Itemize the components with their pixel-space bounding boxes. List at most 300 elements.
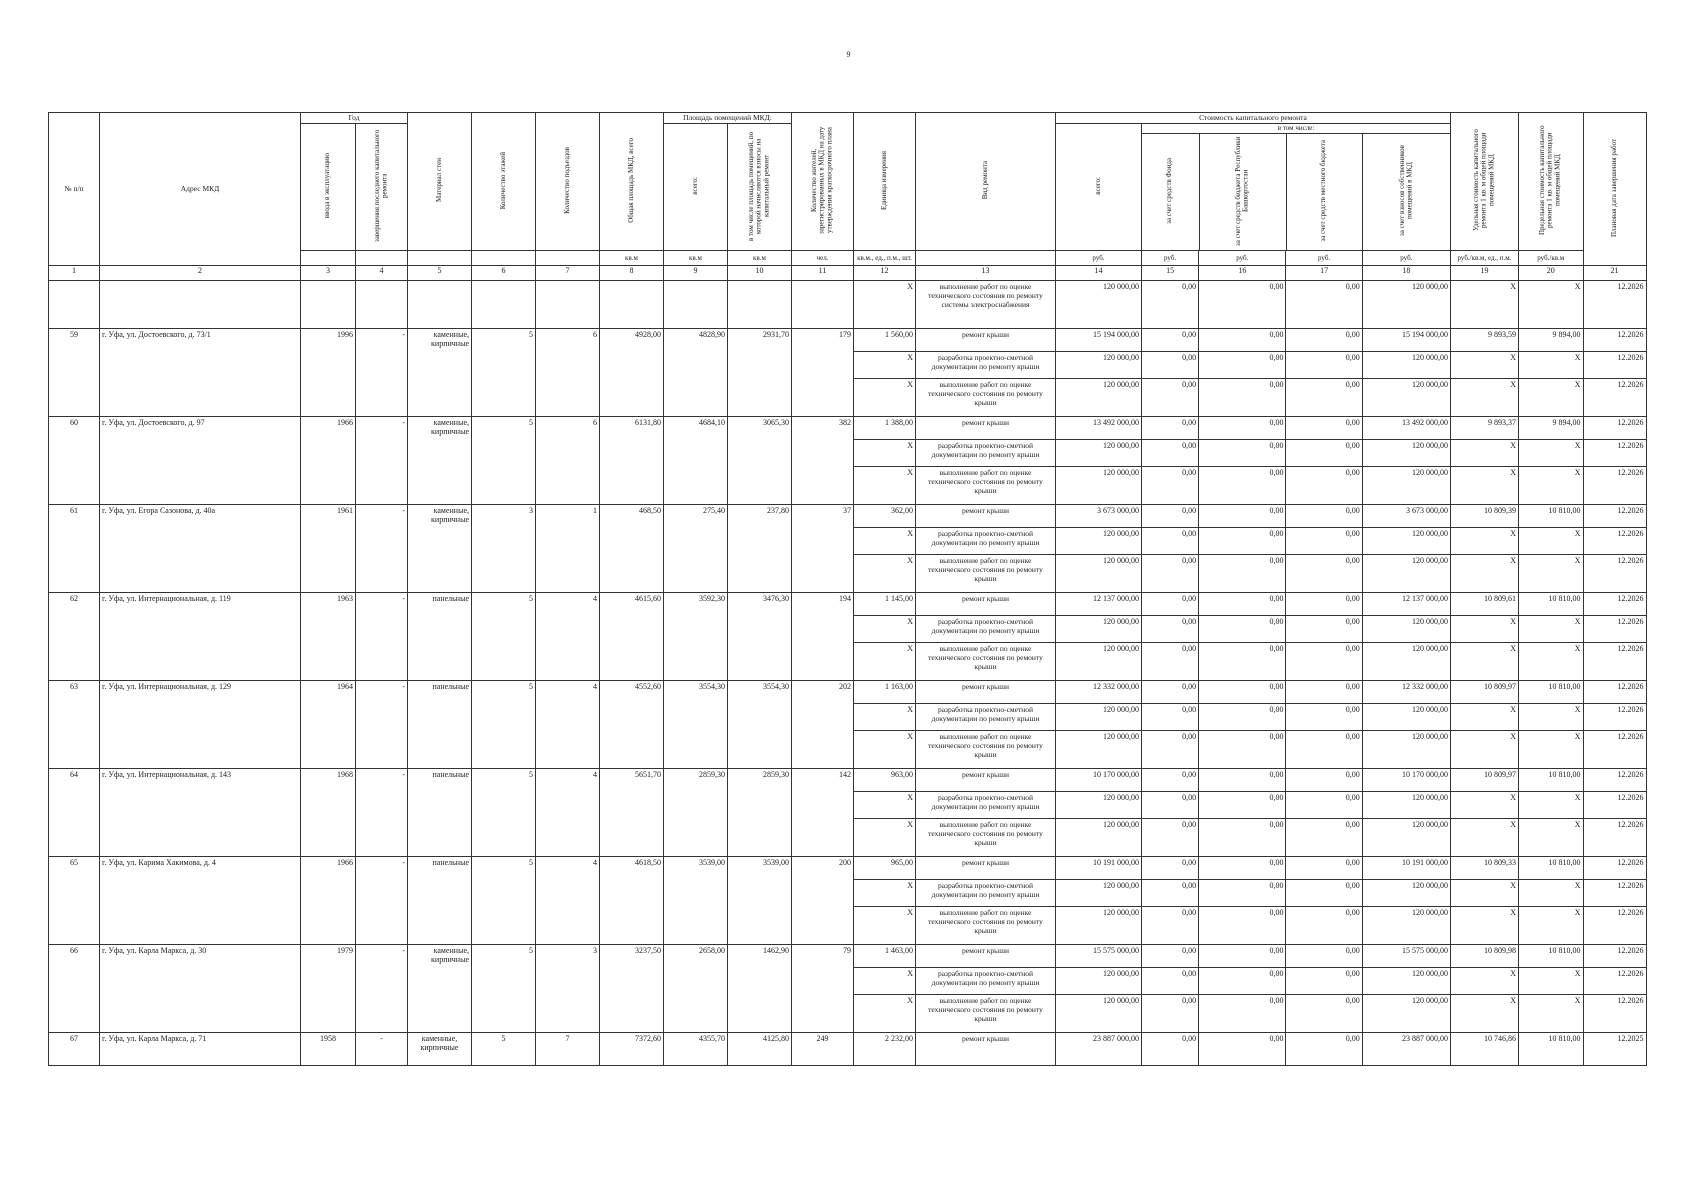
header-owners: за счет взносов собственников помещений в МКД <box>1397 145 1414 237</box>
end-date: 12.2026 <box>1583 555 1646 593</box>
total-area: 468,50 <box>600 505 664 593</box>
entrances: 7 <box>536 1033 600 1066</box>
cost-owners: 120 000,00 <box>1362 440 1450 467</box>
repair-type: ремонт крыши <box>916 945 1056 968</box>
end-date: 12.2026 <box>1583 281 1646 329</box>
floors: 5 <box>472 857 536 945</box>
cost-rb-budget: 0,00 <box>1199 417 1286 440</box>
unit-cell: кв.м <box>728 251 792 266</box>
header-group-incl: в том числе: <box>1142 124 1450 134</box>
column-number-cell: 16 <box>1199 266 1286 281</box>
specific-cost: X <box>1451 555 1519 593</box>
residents: 37 <box>792 505 854 593</box>
floors: 5 <box>472 417 536 505</box>
end-date: 12.2026 <box>1583 643 1646 681</box>
max-cost: X <box>1519 643 1584 681</box>
column-number-cell: 2 <box>100 266 301 281</box>
year-last-repair: - <box>356 417 408 505</box>
total-area: 4552,60 <box>600 681 664 769</box>
residents: 202 <box>792 681 854 769</box>
repair-type: ремонт крыши <box>916 857 1056 880</box>
repair-type: разработка проектно-сметной документации по ремонту крыши <box>916 440 1056 467</box>
house-number: 64 <box>49 769 100 857</box>
area-all: 3539,00 <box>664 857 728 945</box>
cost-total: 120 000,00 <box>1056 704 1142 731</box>
unit-cell <box>356 251 408 266</box>
unit-cell <box>472 251 536 266</box>
column-number-cell: 17 <box>1286 266 1362 281</box>
house-row <box>49 593 1647 616</box>
end-date: 12.2026 <box>1583 819 1646 857</box>
cost-rb-budget: 0,00 <box>1199 505 1286 528</box>
cost-fund: 0,00 <box>1142 857 1199 880</box>
x-mark: X <box>854 352 916 379</box>
cost-total: 13 492 000,00 <box>1056 417 1142 440</box>
max-cost: X <box>1519 440 1584 467</box>
year-commission: 1964 <box>301 681 356 769</box>
end-date: 12.2026 <box>1583 968 1646 995</box>
cost-owners: 10 191 000,00 <box>1362 857 1450 880</box>
empty-cell <box>100 281 301 329</box>
specific-cost: X <box>1451 643 1519 681</box>
year-last-repair: - <box>356 329 408 417</box>
cost-local-budget: 0,00 <box>1286 731 1362 769</box>
specific-cost: X <box>1451 379 1519 417</box>
cost-total: 120 000,00 <box>1056 616 1142 643</box>
unit-cell <box>408 251 472 266</box>
cost-fund: 0,00 <box>1142 352 1199 379</box>
x-mark: X <box>854 704 916 731</box>
year-commission: 1966 <box>301 417 356 505</box>
house-number: 62 <box>49 593 100 681</box>
cost-rb-budget: 0,00 <box>1199 467 1286 505</box>
cost-total: 120 000,00 <box>1056 995 1142 1033</box>
entrances: 3 <box>536 945 600 1033</box>
header-floors: Количество этажей <box>498 151 507 209</box>
residents: 200 <box>792 857 854 945</box>
cost-rb-budget: 0,00 <box>1199 528 1286 555</box>
header-repair-type: Вид ремонта <box>980 161 989 200</box>
header-wall-material: Материал стен <box>434 158 443 203</box>
cost-local-budget: 0,00 <box>1286 769 1362 792</box>
specific-cost: X <box>1451 907 1519 945</box>
repair-type: выполнение работ по оценке технического состояния по ремонту крыши <box>916 555 1056 593</box>
cost-rb-budget: 0,00 <box>1199 379 1286 417</box>
end-date: 12.2026 <box>1583 593 1646 616</box>
max-cost: X <box>1519 616 1584 643</box>
cost-local-budget: 0,00 <box>1286 857 1362 880</box>
specific-cost: X <box>1451 731 1519 769</box>
house-address: г. Уфа, ул. Достоевского, д. 97 <box>100 417 301 505</box>
x-mark: X <box>854 467 916 505</box>
end-date: 12.2026 <box>1583 417 1646 440</box>
repair-type: разработка проектно-сметной документации по ремонту крыши <box>916 880 1056 907</box>
column-number-cell: 3 <box>301 266 356 281</box>
cost-local-budget: 0,00 <box>1286 555 1362 593</box>
cost-local-budget: 0,00 <box>1286 417 1362 440</box>
x-mark: X <box>854 528 916 555</box>
wall-material: каменные, кирпичные <box>408 1033 472 1066</box>
house-number: 66 <box>49 945 100 1033</box>
header-max-cost: Предельная стоимость капитального ремонта 1 кв. м общей площади помещений МКД <box>1538 125 1562 236</box>
area-included: 3539,00 <box>728 857 792 945</box>
max-cost: 10 810,00 <box>1519 769 1584 792</box>
cost-total: 120 000,00 <box>1056 968 1142 995</box>
x-mark: X <box>854 792 916 819</box>
header-entrances: Количество подъездов <box>562 146 571 214</box>
cost-owners: 120 000,00 <box>1362 467 1450 505</box>
cost-rb-budget: 0,00 <box>1199 593 1286 616</box>
max-cost: 10 810,00 <box>1519 857 1584 880</box>
max-cost: 9 894,00 <box>1519 417 1584 440</box>
total-area: 7372,60 <box>600 1033 664 1066</box>
end-date: 12.2026 <box>1583 731 1646 769</box>
cost-owners: 12 332 000,00 <box>1362 681 1450 704</box>
cost-rb-budget: 0,00 <box>1199 769 1286 792</box>
residents: 179 <box>792 329 854 417</box>
year-commission: 1968 <box>301 769 356 857</box>
house-number: 59 <box>49 329 100 417</box>
repair-type: выполнение работ по оценке технического состояния по ремонту крыши <box>916 907 1056 945</box>
cost-total: 120 000,00 <box>1056 281 1142 329</box>
year-commission: 1979 <box>301 945 356 1033</box>
cost-total: 120 000,00 <box>1056 907 1142 945</box>
house-row <box>49 417 1647 440</box>
cost-fund: 0,00 <box>1142 731 1199 769</box>
max-cost: X <box>1519 555 1584 593</box>
cost-rb-budget: 0,00 <box>1199 555 1286 593</box>
specific-cost: 10 809,39 <box>1451 505 1519 528</box>
x-mark: X <box>854 555 916 593</box>
repair-type: разработка проектно-сметной документации по ремонту крыши <box>916 616 1056 643</box>
header-unit: Единица измерения <box>879 150 888 210</box>
cost-local-budget: 0,00 <box>1286 329 1362 352</box>
cost-total: 120 000,00 <box>1056 731 1142 769</box>
repair-type: ремонт крыши <box>916 593 1056 616</box>
column-number-cell: 13 <box>916 266 1056 281</box>
end-date: 12.2026 <box>1583 467 1646 505</box>
header-end-date: Плановая дата завершения работ <box>1609 138 1618 237</box>
cost-rb-budget: 0,00 <box>1199 819 1286 857</box>
specific-cost: 9 893,59 <box>1451 329 1519 352</box>
repair-type: выполнение работ по оценке технического состояния по ремонту системы электроснабжения <box>916 281 1056 329</box>
column-numbers-row <box>49 266 1647 281</box>
register-body <box>49 113 1647 1066</box>
house-address: г. Уфа, ул. Егора Сазонова, д. 40а <box>100 505 301 593</box>
cost-fund: 0,00 <box>1142 945 1199 968</box>
specific-cost: X <box>1451 880 1519 907</box>
cost-total: 23 887 000,00 <box>1056 1033 1142 1066</box>
cost-local-budget: 0,00 <box>1286 968 1362 995</box>
year-commission: 1963 <box>301 593 356 681</box>
wall-material: каменные, кирпичные <box>408 945 472 1033</box>
header-fund: за счет средств Фонда <box>1165 158 1174 224</box>
quantity: 1 163,00 <box>854 681 916 704</box>
cost-fund: 0,00 <box>1142 379 1199 417</box>
residents: 79 <box>792 945 854 1033</box>
specific-cost: 10 809,98 <box>1451 945 1519 968</box>
end-date: 12.2026 <box>1583 880 1646 907</box>
cost-owners: 10 170 000,00 <box>1362 769 1450 792</box>
house-row <box>49 769 1647 792</box>
empty-cell <box>664 281 728 329</box>
column-number-cell: 6 <box>472 266 536 281</box>
capital-repair-register <box>48 112 1647 1066</box>
column-number-cell: 7 <box>536 266 600 281</box>
cost-total: 12 332 000,00 <box>1056 681 1142 704</box>
cost-owners: 120 000,00 <box>1362 731 1450 769</box>
column-number-cell: 21 <box>1583 266 1646 281</box>
entrances: 4 <box>536 769 600 857</box>
repair-type: ремонт крыши <box>916 505 1056 528</box>
cost-total: 120 000,00 <box>1056 643 1142 681</box>
house-row <box>49 329 1647 352</box>
x-mark: X <box>854 440 916 467</box>
year-last-repair: - <box>356 505 408 593</box>
repair-type: выполнение работ по оценке технического состояния по ремонту крыши <box>916 995 1056 1033</box>
unit-cell <box>916 251 1056 266</box>
floors: 5 <box>472 1033 536 1066</box>
unit-cell: кв.м <box>600 251 664 266</box>
unit-cell: руб. <box>1286 251 1362 266</box>
cost-fund: 0,00 <box>1142 880 1199 907</box>
end-date: 12.2026 <box>1583 704 1646 731</box>
cost-owners: 120 000,00 <box>1362 379 1450 417</box>
column-number-cell: 1 <box>49 266 100 281</box>
empty-cell <box>792 281 854 329</box>
cost-total: 10 170 000,00 <box>1056 769 1142 792</box>
unit-cell: руб./кв.м, ед., п.м. <box>1451 251 1519 266</box>
x-mark: X <box>854 379 916 417</box>
repair-type: разработка проектно-сметной документации по ремонту крыши <box>916 704 1056 731</box>
cost-fund: 0,00 <box>1142 440 1199 467</box>
repair-type: выполнение работ по оценке технического состояния по ремонту крыши <box>916 731 1056 769</box>
house-number: 60 <box>49 417 100 505</box>
specific-cost: X <box>1451 352 1519 379</box>
cost-fund: 0,00 <box>1142 769 1199 792</box>
x-mark: X <box>854 907 916 945</box>
header-group-cost: Стоимость капитального ремонта <box>1056 113 1451 124</box>
house-address: г. Уфа, ул. Карла Маркса, д. 30 <box>100 945 301 1033</box>
cost-total: 120 000,00 <box>1056 440 1142 467</box>
area-all: 3554,30 <box>664 681 728 769</box>
house-row <box>49 681 1647 704</box>
end-date: 12.2026 <box>1583 907 1646 945</box>
specific-cost: 10 809,97 <box>1451 769 1519 792</box>
specific-cost: X <box>1451 467 1519 505</box>
column-number-cell: 18 <box>1362 266 1450 281</box>
header-local-budget: за счет средств местного бюджета <box>1319 140 1328 242</box>
cost-rb-budget: 0,00 <box>1199 329 1286 352</box>
repair-type: ремонт крыши <box>916 681 1056 704</box>
cost-owners: 120 000,00 <box>1362 704 1450 731</box>
entrances: 6 <box>536 417 600 505</box>
end-date: 12.2026 <box>1583 528 1646 555</box>
max-cost: X <box>1519 907 1584 945</box>
house-row <box>49 505 1647 528</box>
cost-local-budget: 0,00 <box>1286 681 1362 704</box>
repair-type: выполнение работ по оценке технического состояния по ремонту крыши <box>916 379 1056 417</box>
column-number-cell: 8 <box>600 266 664 281</box>
empty-cell <box>408 281 472 329</box>
house-address: г. Уфа, ул. Интернациональная, д. 129 <box>100 681 301 769</box>
area-included: 3554,30 <box>728 681 792 769</box>
max-cost: 10 810,00 <box>1519 681 1584 704</box>
floors: 5 <box>472 593 536 681</box>
total-area: 6131,80 <box>600 417 664 505</box>
residents: 142 <box>792 769 854 857</box>
cost-fund: 0,00 <box>1142 281 1199 329</box>
cost-rb-budget: 0,00 <box>1199 1033 1286 1066</box>
repair-type: ремонт крыши <box>916 1033 1056 1066</box>
cost-owners: 12 137 000,00 <box>1362 593 1450 616</box>
repair-type: разработка проектно-сметной документации по ремонту крыши <box>916 528 1056 555</box>
house-address: г. Уфа, ул. Интернациональная, д. 119 <box>100 593 301 681</box>
area-included: 2931,70 <box>728 329 792 417</box>
cost-owners: 120 000,00 <box>1362 907 1450 945</box>
x-mark: X <box>854 643 916 681</box>
cost-fund: 0,00 <box>1142 819 1199 857</box>
header-group-year: Год <box>301 113 408 124</box>
header-year-commission: ввода в эксплуатацию <box>323 153 332 219</box>
cost-local-budget: 0,00 <box>1286 819 1362 857</box>
area-all: 2859,30 <box>664 769 728 857</box>
wall-material: панельные <box>408 857 472 945</box>
cost-fund: 0,00 <box>1142 505 1199 528</box>
year-last-repair: - <box>356 857 408 945</box>
cost-rb-budget: 0,00 <box>1199 281 1286 329</box>
specific-cost: 10 809,61 <box>1451 593 1519 616</box>
specific-cost: X <box>1451 819 1519 857</box>
continuation-row <box>49 281 1647 329</box>
entrances: 4 <box>536 593 600 681</box>
wall-material: панельные <box>408 681 472 769</box>
entrances: 1 <box>536 505 600 593</box>
repair-type: разработка проектно-сметной документации по ремонту крыши <box>916 968 1056 995</box>
max-cost: X <box>1519 379 1584 417</box>
cost-total: 15 194 000,00 <box>1056 329 1142 352</box>
end-date: 12.2026 <box>1583 440 1646 467</box>
residents: 249 <box>792 1033 854 1066</box>
cost-total: 3 673 000,00 <box>1056 505 1142 528</box>
wall-material: каменные, кирпичные <box>408 417 472 505</box>
area-included: 3065,30 <box>728 417 792 505</box>
specific-cost: 10 746,86 <box>1451 1033 1519 1066</box>
year-commission: 1961 <box>301 505 356 593</box>
repair-type: разработка проектно-сметной документации по ремонту крыши <box>916 792 1056 819</box>
specific-cost: X <box>1451 440 1519 467</box>
cost-fund: 0,00 <box>1142 907 1199 945</box>
quantity: 1 145,00 <box>854 593 916 616</box>
header-address: Адрес МКД <box>180 183 220 193</box>
column-number-cell: 9 <box>664 266 728 281</box>
quantity: 2 232,00 <box>854 1033 916 1066</box>
area-all: 4684,10 <box>664 417 728 505</box>
empty-cell <box>356 281 408 329</box>
cost-local-budget: 0,00 <box>1286 945 1362 968</box>
max-cost: 10 810,00 <box>1519 505 1584 528</box>
cost-fund: 0,00 <box>1142 681 1199 704</box>
repair-type: выполнение работ по оценке технического состояния по ремонту крыши <box>916 467 1056 505</box>
max-cost: 10 810,00 <box>1519 593 1584 616</box>
cost-local-budget: 0,00 <box>1286 1033 1362 1066</box>
end-date: 12.2026 <box>1583 352 1646 379</box>
unit-cell: руб. <box>1362 251 1450 266</box>
cost-fund: 0,00 <box>1142 995 1199 1033</box>
end-date: 12.2026 <box>1583 769 1646 792</box>
x-mark: X <box>854 995 916 1033</box>
repair-type: выполнение работ по оценке технического состояния по ремонту крыши <box>916 819 1056 857</box>
cost-rb-budget: 0,00 <box>1199 907 1286 945</box>
header-no: № п/п <box>64 183 84 193</box>
end-date: 12.2026 <box>1583 505 1646 528</box>
cost-fund: 0,00 <box>1142 593 1199 616</box>
column-number-cell: 20 <box>1519 266 1584 281</box>
cost-local-budget: 0,00 <box>1286 379 1362 417</box>
max-cost: X <box>1519 880 1584 907</box>
specific-cost: 10 809,33 <box>1451 857 1519 880</box>
year-last-repair: - <box>356 945 408 1033</box>
cost-fund: 0,00 <box>1142 467 1199 505</box>
quantity: 1 388,00 <box>854 417 916 440</box>
year-last-repair: - <box>356 593 408 681</box>
max-cost: 9 894,00 <box>1519 329 1584 352</box>
area-included: 2859,30 <box>728 769 792 857</box>
cost-owners: 120 000,00 <box>1362 968 1450 995</box>
register-table <box>48 112 1647 1066</box>
empty-cell <box>472 281 536 329</box>
entrances: 4 <box>536 857 600 945</box>
specific-cost: X <box>1451 704 1519 731</box>
end-date: 12.2026 <box>1583 995 1646 1033</box>
empty-cell <box>49 281 100 329</box>
page-number: 9 <box>846 50 851 59</box>
cost-rb-budget: 0,00 <box>1199 857 1286 880</box>
cost-owners: 120 000,00 <box>1362 819 1450 857</box>
cost-owners: 23 887 000,00 <box>1362 1033 1450 1066</box>
unit-cell: руб. <box>1199 251 1286 266</box>
year-commission: 1958 <box>301 1033 356 1066</box>
end-date: 12.2026 <box>1583 329 1646 352</box>
repair-type: выполнение работ по оценке технического состояния по ремонту крыши <box>916 643 1056 681</box>
area-included: 237,80 <box>728 505 792 593</box>
cost-fund: 0,00 <box>1142 417 1199 440</box>
cost-local-budget: 0,00 <box>1286 907 1362 945</box>
cost-owners: 120 000,00 <box>1362 352 1450 379</box>
cost-rb-budget: 0,00 <box>1199 945 1286 968</box>
total-area: 5651,70 <box>600 769 664 857</box>
cost-total: 120 000,00 <box>1056 352 1142 379</box>
cost-local-budget: 0,00 <box>1286 505 1362 528</box>
floors: 3 <box>472 505 536 593</box>
header-residents: Количество жителей, зарегистрированных в МКД на дату утверждения краткосрочного плана <box>809 126 834 234</box>
cost-rb-budget: 0,00 <box>1199 616 1286 643</box>
empty-cell <box>600 281 664 329</box>
floors: 5 <box>472 945 536 1033</box>
header-area-total: всего: <box>690 177 699 195</box>
specific-cost: X <box>1451 616 1519 643</box>
cost-local-budget: 0,00 <box>1286 792 1362 819</box>
cost-local-budget: 0,00 <box>1286 880 1362 907</box>
repair-type: ремонт крыши <box>916 417 1056 440</box>
cost-fund: 0,00 <box>1142 792 1199 819</box>
cost-owners: 3 673 000,00 <box>1362 505 1450 528</box>
area-included: 4125,80 <box>728 1033 792 1066</box>
max-cost: X <box>1519 281 1584 329</box>
house-number: 67 <box>49 1033 100 1066</box>
floors: 5 <box>472 681 536 769</box>
cost-fund: 0,00 <box>1142 643 1199 681</box>
